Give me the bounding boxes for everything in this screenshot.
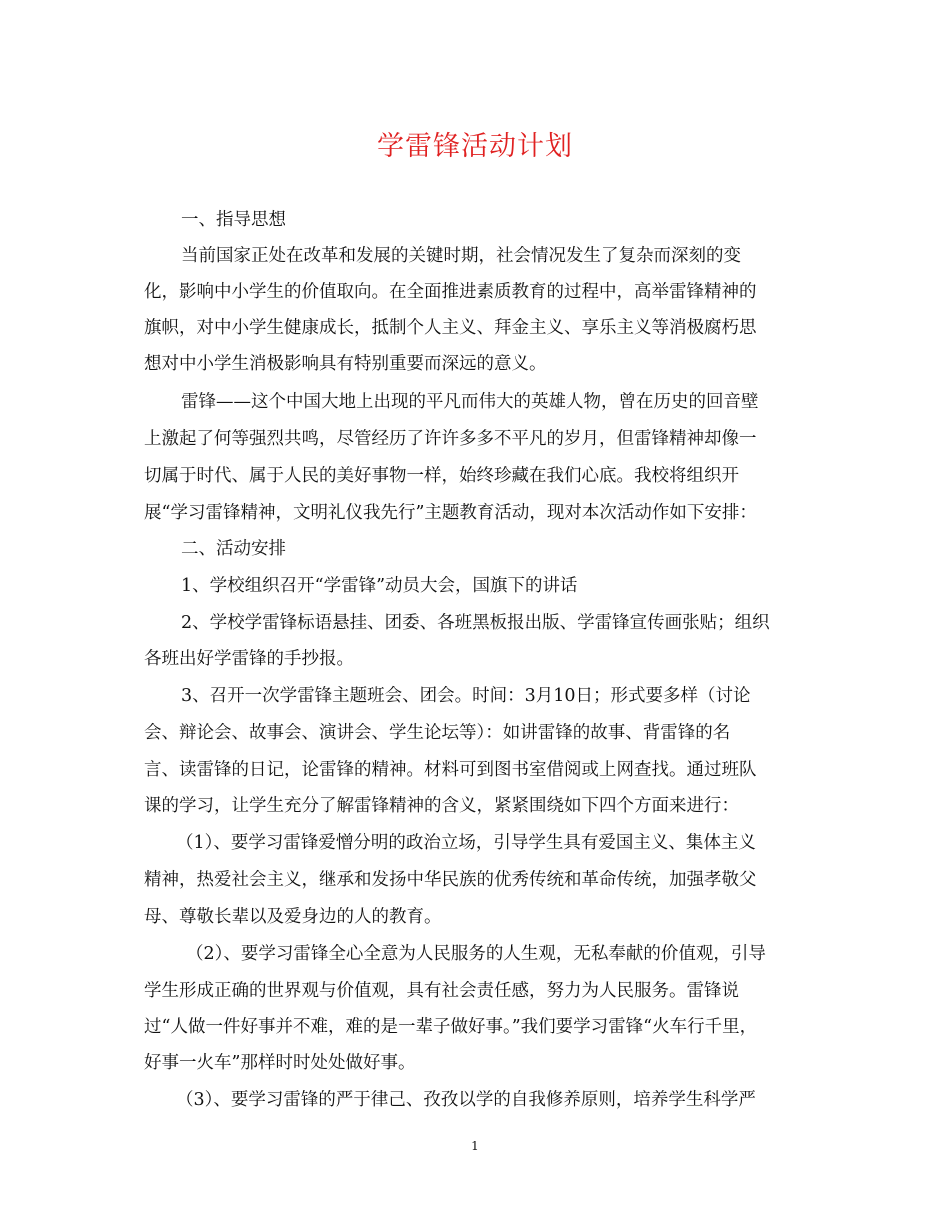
- paragraph-line: 学生形成正确的世界观与价值观，具有社会责任感，努力为人民服务。雷锋说: [144, 981, 739, 1001]
- paragraph-line: 课的学习，让学生充分了解雷锋精神的含义，紧紧围绕如下四个方面来进行：: [144, 796, 739, 816]
- paragraph-line: 旗帜，对中小学生健康成长，抵制个人主义、拜金主义、享乐主义等消极腐朽思: [144, 318, 757, 338]
- paragraph-line: （2）、要学习雷锋全心全意为人民服务的人生观，无私奉献的价值观，引导: [186, 944, 766, 964]
- paragraph-line: 言、读雷锋的日记，论雷锋的精神。材料可到图书室借阅或上网查找。通过班队: [144, 760, 757, 780]
- paragraph-line: 想对中小学生消极影响具有特别重要而深远的意义。: [144, 354, 547, 374]
- document-title: 学雷锋活动计划: [377, 131, 573, 162]
- paragraph-line: （1）、要学习雷锋爱憎分明的政治立场，引导学生具有爱国主义、集体主义: [176, 833, 756, 853]
- heading-guiding-ideology: 一、指导思想: [181, 210, 286, 230]
- paragraph-line: 2、学校学雷锋标语悬挂、团委、各班黑板报出版、学雷锋宣传画张贴；组织: [181, 613, 770, 633]
- paragraph-line: 当前国家正处在改革和发展的关键时期，社会情况发生了复杂而深刻的变: [181, 246, 741, 266]
- page-number: 1: [471, 1139, 479, 1153]
- paragraph-line: 展“学习雷锋精神，文明礼仪我先行”主题教育活动，现对本次活动作如下安排：: [144, 503, 757, 523]
- paragraph-line: 会、辩论会、故事会、演讲会、学生论坛等）：如讲雷锋的故事、背雷锋的名: [144, 723, 731, 743]
- paragraph-line: 母、尊敬长辈以及爱身边的人的教育。: [144, 907, 442, 927]
- paragraph-line: 1、学校组织召开“学雷锋”动员大会，国旗下的讲话: [181, 576, 578, 596]
- paragraph-line: 3、召开一次学雷锋主题班会、团会。时间：3月10日；形式要多样（讨论: [181, 686, 751, 706]
- paragraph-line: 雷锋——这个中国大地上出现的平凡而伟大的英雄人物，曾在历史的回音壁: [181, 392, 759, 412]
- paragraph-line: 化，影响中小学生的价值取向。在全面推进素质教育的过程中，高举雷锋精神的: [144, 282, 757, 302]
- paragraph-line: 好事一火车”那样时时处处做好事。: [144, 1053, 416, 1073]
- paragraph-line: 上激起了何等强烈共鸣，尽管经历了许许多多不平凡的岁月，但雷锋精神却像一: [144, 429, 757, 449]
- paragraph-line: 切属于时代、属于人民的美好事物一样，始终珍藏在我们心底。我校将组织开: [144, 466, 739, 486]
- heading-activity-arrangement: 二、活动安排: [181, 539, 286, 559]
- paragraph-line: 过“人做一件好事并不难，难的是一辈子做好事。”我们要学习雷锋“火车行千里，: [144, 1017, 758, 1037]
- paragraph-line: （3）、要学习雷锋的严于律己、孜孜以学的自我修养原则，培养学生科学严: [176, 1090, 756, 1110]
- paragraph-line: 精神，热爱社会主义，继承和发扬中华民族的优秀传统和革命传统，加强孝敬父: [144, 870, 757, 890]
- paragraph-line: 各班出好学雷锋的手抄报。: [144, 649, 354, 669]
